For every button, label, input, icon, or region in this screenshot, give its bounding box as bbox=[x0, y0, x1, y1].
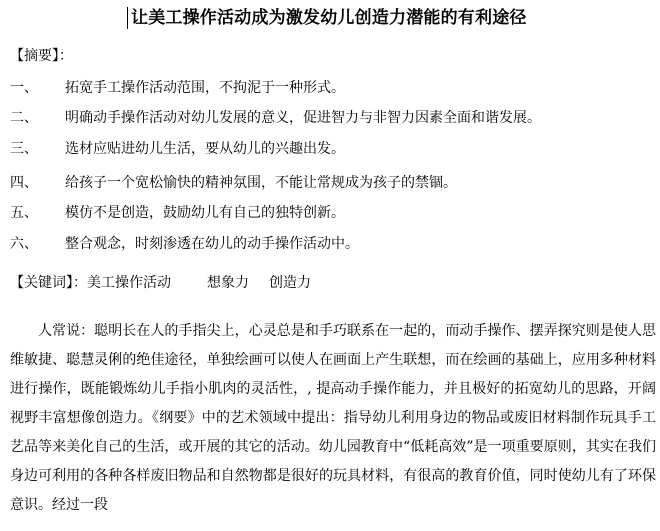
abstract-item-text: 明确动手操作活动对幼儿发展的意义，促进智力与非智力因素全面和谐发展。 bbox=[65, 110, 541, 126]
abstract-item bbox=[0, 106, 660, 130]
abstract-item-number: 二、 bbox=[10, 110, 38, 126]
abstract-item-number: 五、 bbox=[10, 205, 38, 221]
abstract-item bbox=[0, 171, 660, 195]
abstract-item-text: 选材应贴进幼儿生活，要从幼儿的兴趣出发。 bbox=[65, 141, 345, 157]
abstract-item-number: 一、 bbox=[10, 80, 38, 96]
abstract-item-text: 整合观念，时刻渗透在幼儿的动手操作活动中。 bbox=[65, 236, 359, 252]
abstract-item-number: 六、 bbox=[10, 236, 38, 252]
keyword: 创造力 bbox=[269, 275, 311, 291]
abstract-item bbox=[0, 232, 660, 256]
abstract-item bbox=[0, 201, 660, 225]
abstract-item-text: 模仿不是创造，鼓励幼儿有自己的独特创新。 bbox=[65, 205, 345, 221]
abstract-item-text: 拓宽手工操作活动范围，不拘泥于一种形式。 bbox=[65, 80, 345, 96]
abstract-item-number: 四、 bbox=[10, 175, 38, 191]
keywords-label: 【关键词】： bbox=[10, 275, 87, 291]
title-row bbox=[0, 4, 660, 32]
keyword: 想象力 bbox=[207, 275, 249, 291]
abstract-item bbox=[0, 76, 660, 100]
body-paragraph: 人常说：聪明长在人的手指尖上，心灵总是和手巧联系在一起的，而动手操作、摆弄探究则是使人思维敏捷、聪慧灵俐的绝佳途径，单独绘画可以使人在画面上产生联想，而在绘画的基础上，应用多种材料进行操作，既能锻炼幼儿手指小肌肉的灵活性，, 提高动手操作能力，并且极好的拓宽幼儿的思路，开阔视野丰富想像创造力。《纲要》中的艺术领域中提出：指导幼儿利用身边的物品或废旧材料制作玩具手工艺品等来美化自己的生活，或开展的其它的活动。幼儿园教育中“低耗高效”是一项重要原则，其实在我们身边可利用的各种各样废旧物品和自然物都是很好的玩具材料，有很高的教育价值，同时使幼儿有了环保意识。经过一段 bbox=[10, 323, 656, 513]
abstract-heading: 【摘要】： bbox=[10, 48, 73, 64]
abstract-item-number: 三、 bbox=[10, 141, 38, 157]
abstract-item bbox=[0, 137, 660, 161]
keyword: 美工操作活动 bbox=[87, 275, 171, 291]
keywords-line bbox=[10, 272, 311, 294]
document-title: 让美工操作活动成为激发幼儿创造力潜能的有利途径 bbox=[131, 8, 527, 28]
text-cursor bbox=[127, 7, 128, 29]
abstract-item-text: 给孩子一个宽松愉快的精神氛围，不能让常规成为孩子的禁锢。 bbox=[65, 175, 457, 191]
